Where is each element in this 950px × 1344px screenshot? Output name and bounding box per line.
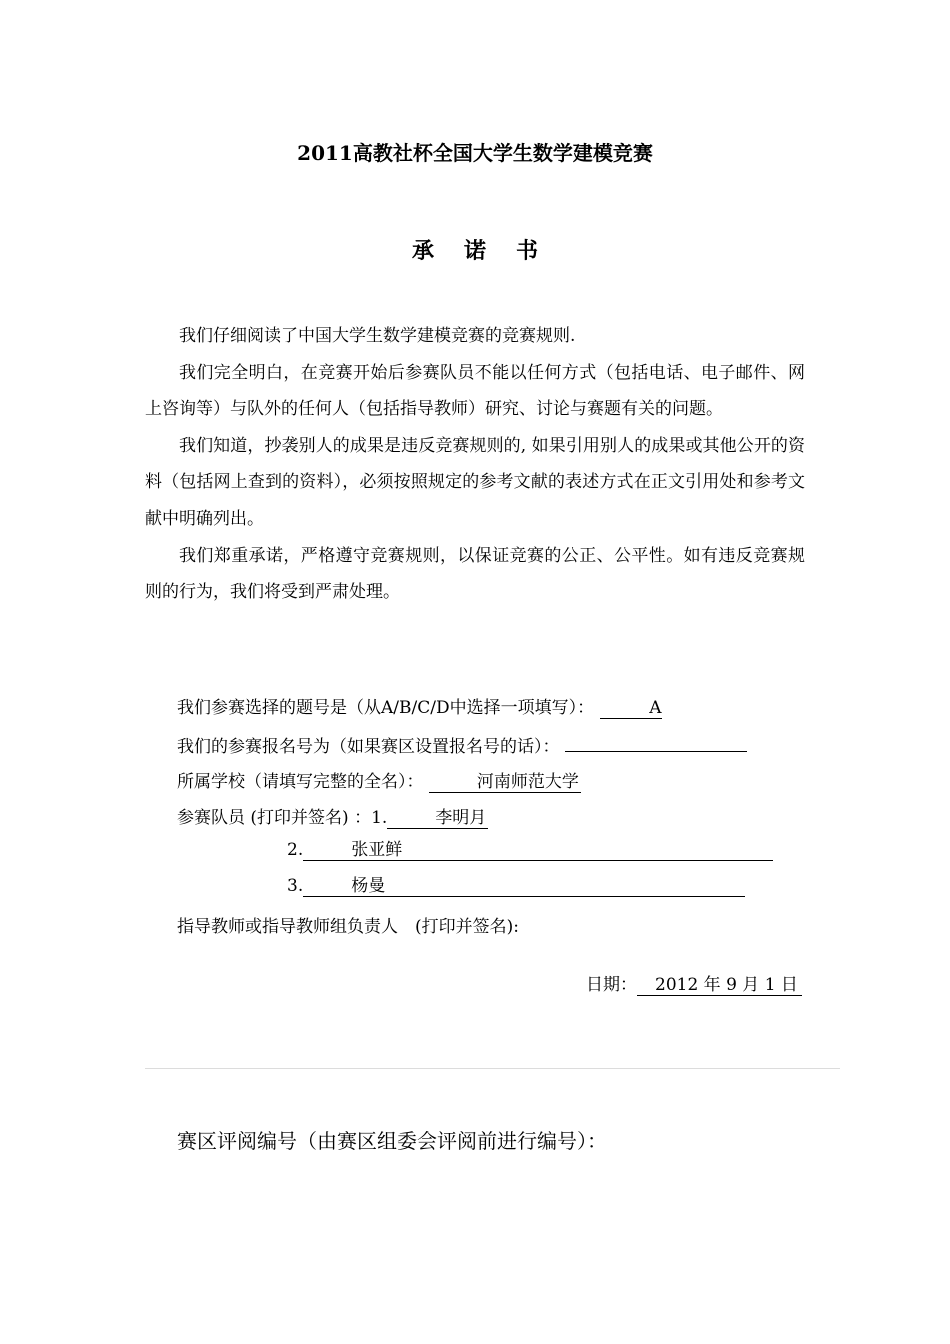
member-number: 1. [371,808,388,828]
member-number: 3. [287,876,304,896]
member-name[interactable]: 杨曼 [303,876,745,897]
registration-label: 我们的参赛报名号为（如果赛区设置报名号的话）： [177,737,560,757]
registration-value[interactable] [565,731,747,752]
registration-row [177,731,747,757]
member-name[interactable]: 张亚鲜 [303,840,773,861]
advisor-row [177,912,519,937]
paragraph-1: 我们仔细阅读了中国大学生数学建模竞赛的竞赛规则. [179,326,576,346]
document-heading: 承诺书 [411,238,568,264]
commitment-body [145,318,805,611]
problem-value[interactable]: A [600,698,662,719]
competition-title: 2011高教社杯全国大学生数学建模竞赛 [297,141,653,165]
member-row-3 [287,876,745,897]
member-row-2 [287,840,773,861]
paragraph-2: 我们完全明白，在竞赛开始后参赛队员不能以任何方式（包括电话、电子邮件、网上咨询等）与队外的任何人（包括指导教师）研究、讨论与赛题有关的问题。 [145,362,805,420]
problem-row [177,693,662,719]
problem-label: 我们参赛选择的题号是（从A/B/C/D中选择一项填写）： [177,698,595,718]
page-divider [145,1068,840,1069]
advisor-label: 指导教师或指导教师组负责人 (打印并签名): [177,917,519,937]
date-row [586,970,802,996]
member-name[interactable]: 李明月 [387,808,488,829]
member-number: 2. [287,840,304,860]
date-value[interactable]: 2012 年 9 月 1 日 [637,975,802,996]
date-label: 日期： [586,975,637,995]
paragraph-4: 我们郑重承诺，严格遵守竞赛规则，以保证竞赛的公正、公平性。如有违反竞赛规则的行为，我们将受到严肃处理。 [145,545,805,603]
school-value[interactable]: 河南师范大学 [429,772,581,793]
review-number-label: 赛区评阅编号（由赛区组委会评阅前进行编号）： [177,1129,607,1153]
paragraph-3: 我们知道，抄袭别人的成果是违反竞赛规则的, 如果引用别人的成果或其他公开的资料（包括网上查到的资料），必须按照规定的参考文献的表述方式在正文引用处和参考文献中明确列出。 [145,435,805,529]
school-label: 所属学校（请填写完整的全名）： [177,772,424,792]
member-row-1 [177,803,488,829]
members-label: 参赛队员 (打印并签名) ： [177,808,372,828]
school-row [177,767,581,793]
